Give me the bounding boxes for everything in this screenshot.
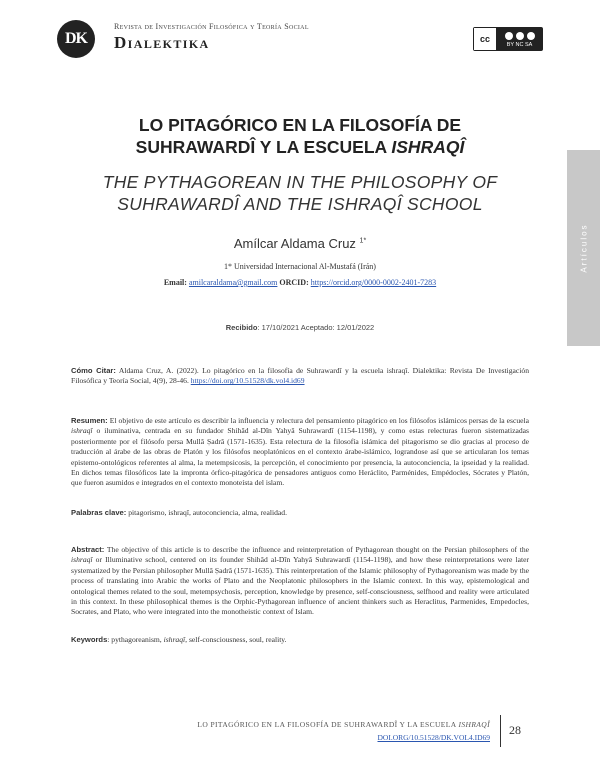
footer-doi-link[interactable]: DOI.ORG/10.51528/DK.VOL4.ID69	[377, 733, 490, 742]
orcid-label: ORCID	[279, 278, 307, 287]
creative-commons-badge	[473, 27, 543, 51]
keywords-label: Keywords	[71, 635, 108, 644]
page-number: 28	[509, 723, 521, 737]
orcid-link[interactable]: https://orcid.org/0000-0002-2401-7283	[310, 278, 437, 287]
email-label: Email	[163, 278, 185, 287]
footer-running-title: LO PITAGÓRICO EN LA FILOSOFÍA DE SUHRAWARDÎ Y LA ESCUELA ISHRAQÎ	[197, 720, 490, 729]
abstract-paragraph: Abstract: The objective of this article is to describe the influence and reinterpretation of Pythagorean thought on the Persian philosophers of the ishraqî or Illuminative school, centered on its founder Shihâd al-Dîn Yahyâ Suhrawardî (1154-1198), and how these reinterpretations were later systematized by the Persian philosopher Mullâ Ṣadrâ (1571-1635). This reinterpretation of the Islamic philosophy of Pythagoreanism was made by the process of translating into Arabic the works of Plato and the Neoplatonic philosophers in the Islamic context. In this way, epistemological and ontological themes related to the soul, metempsychosis, perception, knowledge by presence, self-consciousness, selfhood and reality were articulated in this context. In these philosophical themes is the Orphic-Pythagorean influence of ancient thinkers such as Heraclitus, Parmenides, Empedocles, Socrates, and Plato, who were integrated into the monotheistic context of Islam.	[71, 545, 529, 617]
how-to-cite	[71, 366, 529, 387]
abstract-label: Abstract:	[71, 545, 105, 554]
resumen-label: Resumen:	[71, 416, 108, 425]
palabras-clave-label: Palabras clave:	[71, 508, 127, 517]
cite-text: Aldama Cruz, A. (2022). Lo pitagórico en la filosofía de Suhrawardî y la escuela ishraqî. Dialektika: Revista De Investigación Filosófica y Teoría Social, 4(9), 28-46.	[71, 366, 530, 386]
footer-divider	[500, 715, 501, 747]
title-english-line1: THE PYTHAGOREAN IN THE PHILOSOPHY OF	[102, 172, 498, 192]
journal-subtitle: Revista de Investigación Filosófica y Teoría Social	[114, 22, 309, 31]
author-name: Amílcar Aldama Cruz $^{1*}$	[233, 236, 367, 251]
title-english	[60, 171, 540, 215]
license-icons	[505, 32, 535, 40]
cite-doi-link[interactable]: https://doi.org/10.51528/dk.vol4.id69	[190, 376, 305, 386]
journal-name: Dialektika	[114, 33, 210, 52]
section-label: Artículos	[579, 223, 588, 273]
resumen-paragraph: Resumen: El objetivo de este artículo es describir la influencia y relectura del pensamiento pitagórico en los filósofos islámicos persas de la escuela ishraqî o iluminativa, centrada en su fundador Shihâd al-Dîn Yahyâ Suhrawardî (1154-1198), y como estas relecturas fueron sistematizadas posteriormente por el filósofo persa Mullâ Ṣadrâ (1571-1635). Esta relectura de la filosofía islámica del pitagorismo se dio gracias al proceso de traducción al árabe de las obras de Platón y los filósofos neoplatónicos en el contexto árabe-islámico, lograndose así que se articularan los temas epistemo-ontológicos referentes al alma, la metempsicosis, la percepción, el conocimiento por presencia, la autoconciencia, la ipseidad y la realidad. En dichos temas filosóficos late la impronta órfico-pitagórica de pensadores antiguos como Heráclito, Parménides, Empédocles, Sócrates y Platón, que fueron asumidos e integrados en el contexto monoteísta del islam.	[71, 416, 529, 488]
journal-logo: DK	[57, 20, 95, 58]
email-link[interactable]: amilcaraldama@gmail.com	[188, 278, 278, 287]
palabras-clave	[71, 508, 529, 518]
title-english-line2: SUHRAWARDÎ AND THE ISHRAQÎ SCHOOL	[117, 194, 483, 214]
title-spanish-line1: LO PITAGÓRICO EN LA FILOSOFÍA DE	[138, 115, 462, 135]
cc-icon: cc	[474, 28, 497, 50]
keywords: Keywords: pythagoreanism, ishraqî, self-consciousness, soul, reality.	[71, 635, 287, 644]
title-spanish	[60, 114, 540, 158]
received-label: Recibido	[225, 323, 258, 332]
dates-text: : 17/10/2021 Aceptado: 12/01/2022	[257, 323, 375, 332]
license-terms	[497, 28, 542, 50]
dates-line	[0, 323, 600, 332]
author-affiliation: 1* Universidad Internacional Al-Mustafá (Irán)	[224, 262, 376, 271]
cite-label: Cómo Citar:	[71, 366, 116, 375]
license-terms-label: BY NC SA	[506, 42, 533, 48]
palabras-clave-text: pitagorismo, ishraqî, autoconciencia, alma, realidad.	[126, 508, 287, 517]
contact-line: Email: amilcaraldama@gmail.com ORCID: https://orcid.org/0000-0002-2401-7283	[163, 278, 437, 287]
author-affiliation-mark: 1*	[359, 237, 367, 245]
title-spanish-line2: SUHRAWARDÎ Y LA ESCUELA ISHRAQÎ	[135, 137, 465, 157]
